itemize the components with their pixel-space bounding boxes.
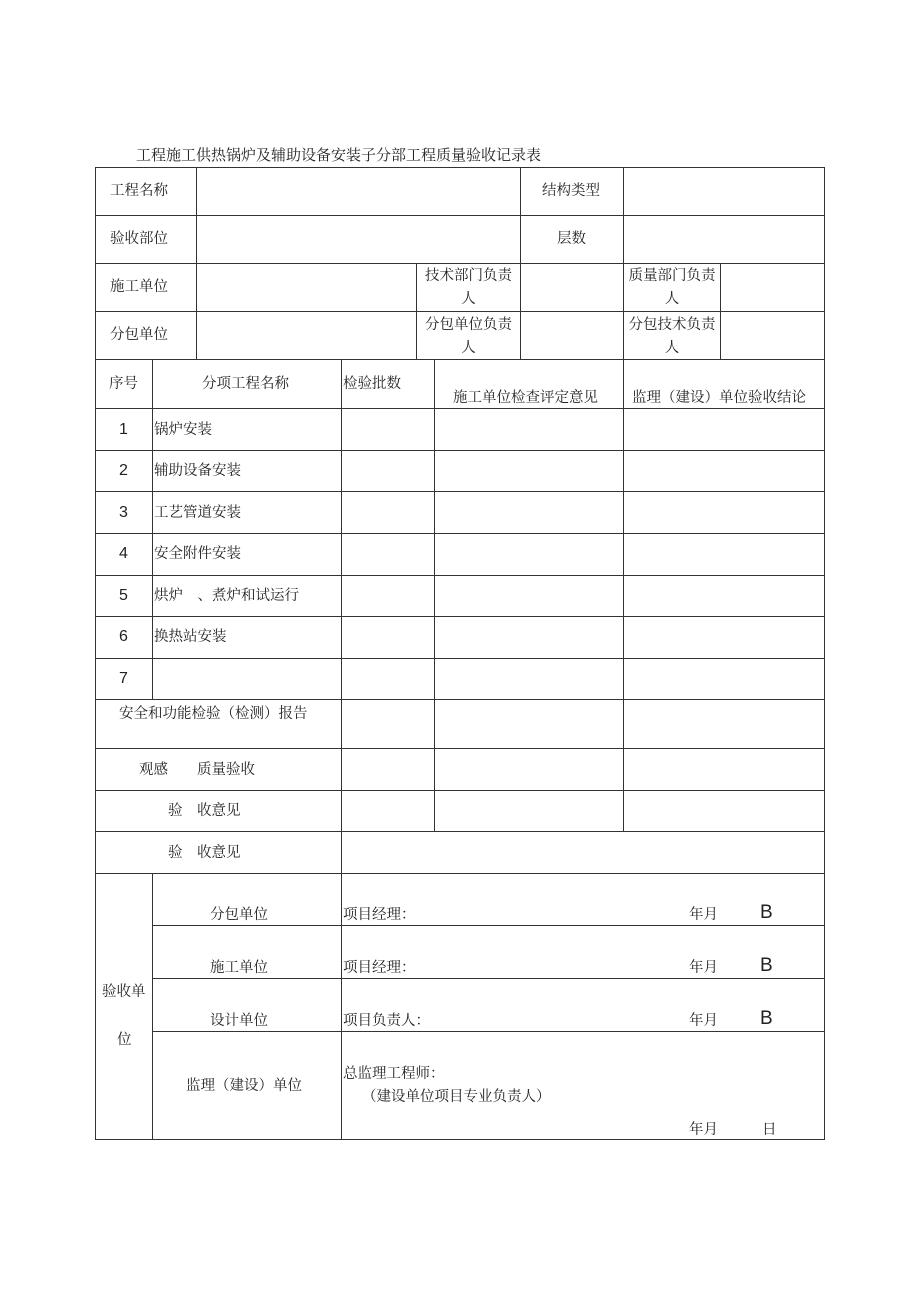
- date-day: B: [760, 1008, 773, 1029]
- col-header-batches: 检验批数: [343, 376, 401, 392]
- safety-report-label: 安全和功能检验（检测）报告: [119, 706, 308, 722]
- construction-unit-label: 施工单位: [210, 960, 268, 976]
- sub-unit-head-label-cont: 人: [461, 340, 476, 356]
- date-year-month: 年月: [689, 907, 718, 923]
- design-unit-label: 设计单位: [210, 1013, 268, 1029]
- structure-type-label: 结构类型: [542, 183, 600, 199]
- subcontract-unit-label: 分包单位: [210, 907, 268, 923]
- acceptance-form: [95, 167, 825, 1140]
- row-divider: [95, 873, 825, 874]
- row-divider: [95, 748, 825, 749]
- owner-rep-label: （建设单位项目专业负责人）: [362, 1089, 551, 1105]
- date-year-month: 年月: [689, 1122, 718, 1138]
- row-divider: [152, 1031, 825, 1032]
- col-header-conclusion: 监理（建设）单位验收结论: [632, 390, 806, 406]
- row-divider: [95, 699, 825, 700]
- date-day: 日: [762, 1122, 777, 1138]
- row-divider: [95, 790, 825, 791]
- row-divider: [95, 658, 825, 659]
- row-divider: [95, 408, 825, 409]
- col-divider: [152, 873, 153, 1140]
- col-divider: [720, 263, 721, 359]
- row-item-name: 烘炉 、煮炉和试运行: [154, 588, 299, 604]
- sub-tech-head-label-cont: 人: [664, 340, 680, 356]
- row-divider: [95, 359, 825, 360]
- supervision-unit-label: 监理（建设）单位: [186, 1078, 302, 1094]
- sub-tech-head-label: 分包技术负责: [628, 317, 716, 333]
- subcontract-unit-label: 分包单位: [110, 327, 168, 343]
- pm-signature-label: 项目经理：: [343, 960, 416, 976]
- signoff-group-label: 验收单: [102, 984, 146, 1000]
- opinion-label: 验: [168, 803, 183, 819]
- tech-dept-head-label-cont: 人: [461, 291, 476, 307]
- col-divider: [520, 263, 521, 359]
- row-divider: [95, 533, 825, 534]
- row-divider: [95, 491, 825, 492]
- row-number: 4: [119, 545, 128, 562]
- principal-signature-label: 项目负责人：: [343, 1013, 430, 1029]
- acceptance-part-label: 验收部位: [110, 231, 168, 247]
- opinion-label-cont: 收意见: [197, 803, 241, 819]
- chief-engineer-label: 总监理工程师：: [343, 1066, 445, 1082]
- row-divider: [95, 215, 825, 216]
- col-header-name: 分项工程名称: [202, 376, 289, 392]
- row-divider: [95, 263, 825, 264]
- row-divider: [95, 831, 825, 832]
- date-year-month: 年月: [689, 960, 718, 976]
- page-title: 工程施工供热锅炉及辅助设备安装子分部工程质量验收记录表: [136, 146, 542, 164]
- row-number: 6: [119, 628, 128, 645]
- opinion-label-cont: 收意见: [197, 845, 241, 861]
- floors-label: 层数: [557, 231, 586, 247]
- row-divider: [95, 616, 825, 617]
- row-item-name: 辅助设备安装: [154, 463, 241, 479]
- signoff-group-label-cont: 位: [117, 1032, 132, 1048]
- col-header-seq: 序号: [109, 376, 138, 392]
- col-divider: [623, 408, 624, 831]
- date-day: B: [760, 955, 773, 976]
- col-divider: [520, 167, 521, 263]
- row-divider: [95, 575, 825, 576]
- row-number: 2: [119, 462, 128, 479]
- appearance-label: 观感: [139, 762, 168, 778]
- tech-dept-head-label: 技术部门负责: [425, 268, 512, 284]
- row-number: 1: [119, 421, 128, 438]
- col-header-check: 施工单位检查评定意见: [453, 390, 598, 406]
- col-divider: [196, 167, 197, 359]
- row-number: 3: [119, 504, 128, 521]
- col-divider: [623, 167, 624, 408]
- quality-dept-head-label-cont: 人: [664, 291, 680, 307]
- col-divider: [152, 359, 153, 699]
- col-divider: [434, 359, 435, 831]
- construction-unit-label: 施工单位: [110, 279, 168, 295]
- date-year-month: 年月: [689, 1013, 718, 1029]
- row-item-name: 安全附件安装: [154, 546, 241, 562]
- col-divider: [341, 359, 342, 1140]
- row-divider: [95, 311, 825, 312]
- row-number: 5: [119, 587, 128, 604]
- project-name-label: 工程名称: [110, 183, 168, 199]
- appearance-label-cont: 质量验收: [197, 762, 255, 778]
- row-item-name: 工艺管道安装: [154, 505, 241, 521]
- row-divider: [95, 450, 825, 451]
- sub-unit-head-label: 分包单位负责: [425, 317, 512, 333]
- quality-dept-head-label: 质量部门负责: [628, 268, 716, 284]
- row-item-name: 换热站安装: [154, 629, 227, 645]
- date-day: B: [760, 902, 773, 923]
- row-divider: [152, 978, 825, 979]
- pm-signature-label: 项目经理：: [343, 907, 416, 923]
- opinion-label: 验: [168, 845, 183, 861]
- row-divider: [152, 925, 825, 926]
- row-number: 7: [119, 670, 128, 687]
- row-item-name: 锅炉安装: [154, 422, 212, 438]
